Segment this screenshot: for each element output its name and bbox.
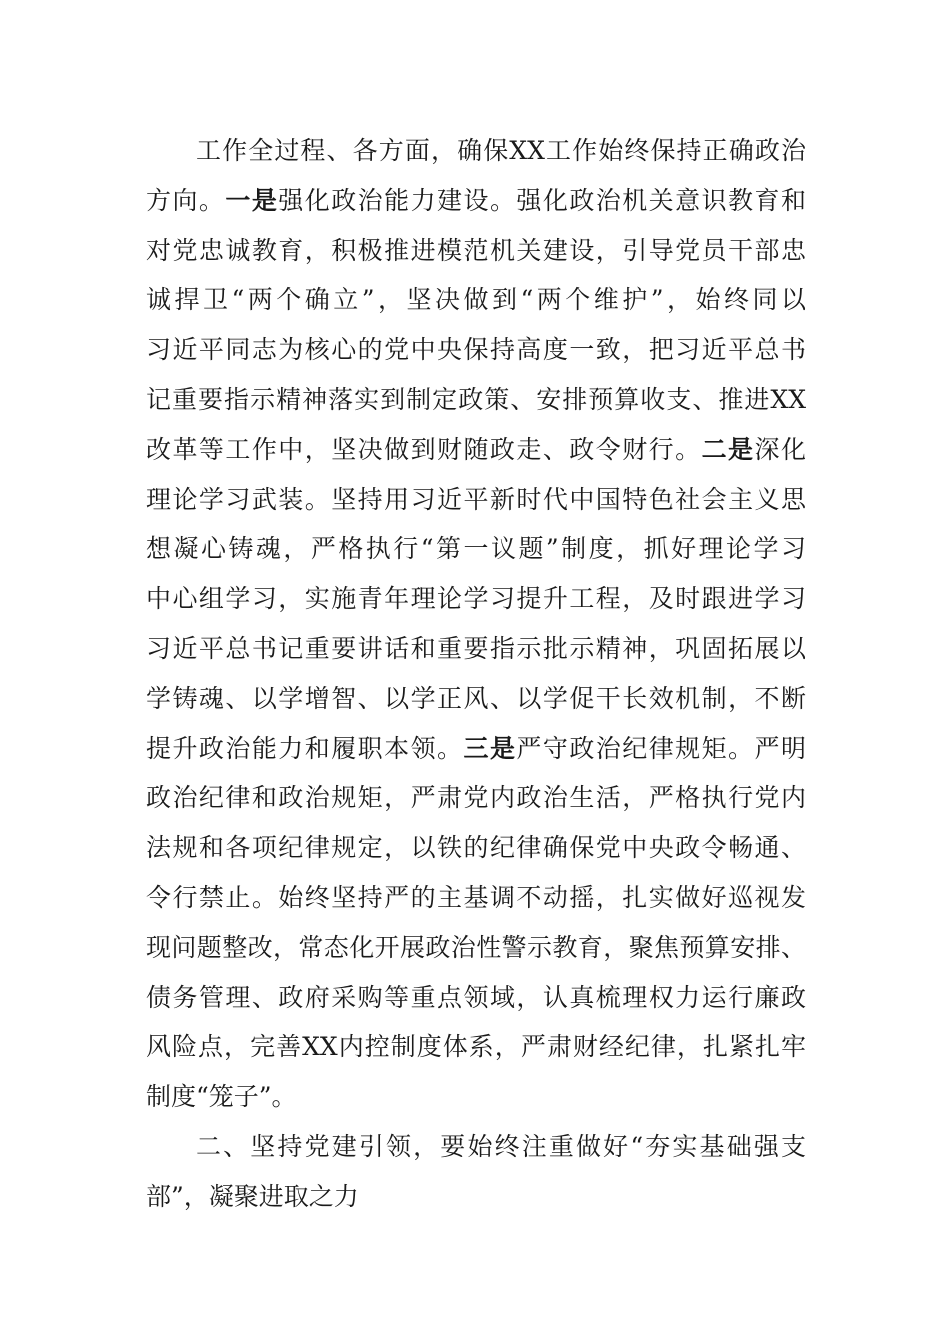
text-line: 诚捍卫“两个确立”，坚决做到“两个维护”，始终同以 — [146, 285, 806, 315]
text-line: 债务管理、政府采购等重点领域，认真梳理权力运行廉政 — [146, 982, 806, 1012]
bold-lead-three: 三是 — [463, 733, 517, 763]
text-line: 学铸魂、以学增智、以学正风、以学促干长效机制，不断 — [146, 683, 806, 713]
text-span: 提升政治能力和履职本领。 — [146, 733, 464, 763]
text-line: 中心组学习，实施青年理论学习提升工程，及时跟进学习 — [146, 584, 806, 614]
text-span: 方向。 — [146, 185, 226, 215]
text-line: 政治纪律和政治规矩，严肃党内政治生活，严格执行党内 — [146, 783, 806, 813]
section-heading-line: 二、坚持党建引领，要始终注重做好“夯实基础强支 — [196, 1131, 806, 1161]
text-span: 严守政治纪律规矩。严明 — [516, 733, 806, 763]
text-line: 对党忠诚教育，积极推进模范机关建设，引导党员干部忠 — [146, 235, 806, 265]
text-line: 习近平总书记重要讲话和重要指示批示精神，巩固拓展以 — [146, 633, 806, 663]
text-line: 习近平同志为核心的党中央保持高度一致，把习近平总书 — [146, 335, 806, 365]
text-line: 理论学习武装。坚持用习近平新时代中国特色社会主义思 — [146, 484, 806, 514]
text-line: 记重要指示精神落实到制定政策、安排预算收支、推进XX — [146, 384, 806, 414]
text-line: 想凝心铸魂，严格执行“第一议题”制度，抓好理论学习 — [146, 534, 806, 564]
text-line: 法规和各项纪律规定，以铁的纪律确保党中央政令畅通、 — [146, 833, 806, 863]
text-line: 现问题整改，常态化开展政治性警示教育，聚焦预算安排、 — [146, 932, 806, 962]
text-line — [146, 724, 806, 774]
text-line: 工作全过程、各方面，确保XX工作始终保持正确政治 — [196, 136, 806, 165]
bold-lead-one: 一是 — [225, 185, 279, 215]
text-span: 强化政治能力建设。强化政治机关意识教育和 — [278, 185, 806, 215]
text-span: 改革等工作中，坚决做到财随政走、政令财行。 — [146, 434, 702, 464]
text-line — [146, 176, 806, 226]
body-text — [146, 126, 806, 1222]
bold-lead-two: 二是 — [701, 434, 755, 464]
text-line: 风险点，完善XX内控制度体系，严肃财经纪律，扎紧扎牢 — [146, 1032, 806, 1062]
section-heading-line: 部”，凝聚进取之力 — [146, 1181, 359, 1211]
text-line: 制度“笼子”。 — [146, 1082, 297, 1112]
text-span: 深化 — [754, 434, 806, 464]
text-line — [146, 425, 806, 475]
text-line: 令行禁止。始终坚持严的主基调不动摇，扎实做好巡视发 — [146, 882, 806, 912]
